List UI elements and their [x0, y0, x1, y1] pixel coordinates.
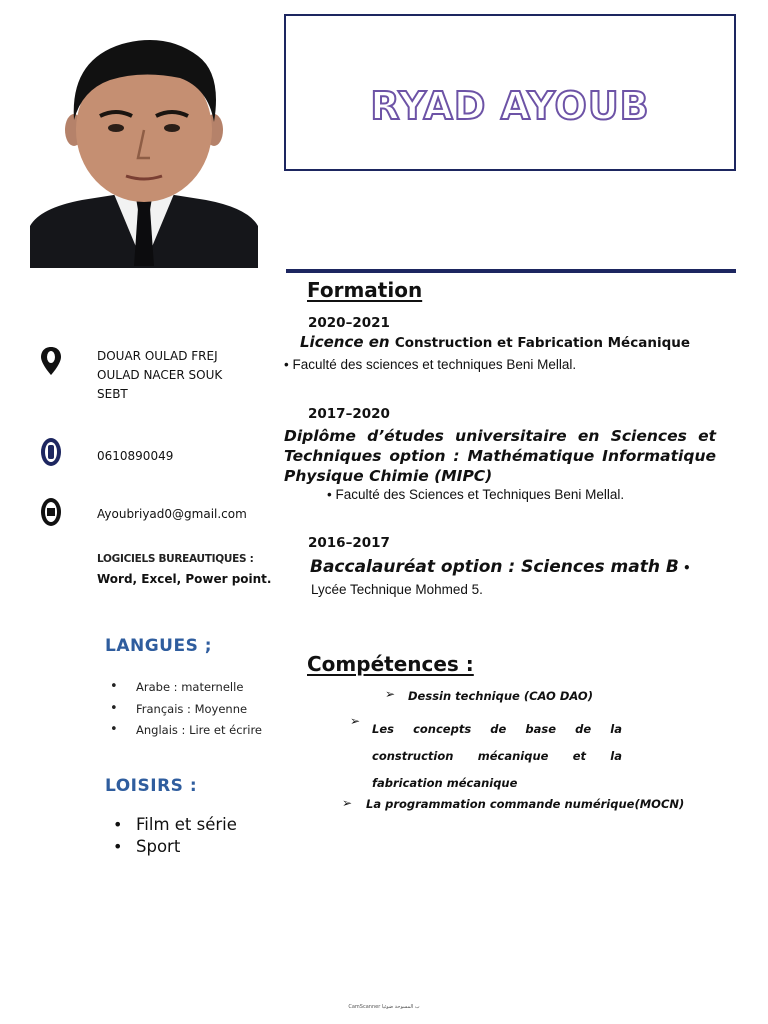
candidate-name: RYAD AYOUB	[370, 84, 650, 128]
profile-photo-illustration	[30, 30, 258, 268]
software-title: LOGICIELS BUREAUTIQUES :	[97, 553, 254, 565]
formation-degree-1	[300, 333, 690, 351]
competence-item-3: La programmation commande numérique(MOCN)	[366, 797, 685, 811]
arrow-icon: ➢	[342, 796, 353, 810]
address-line-3: SEBT	[97, 387, 128, 401]
bullet: •	[327, 487, 336, 502]
formation-degree-2: Diplôme d’études universitaire en Sciences et Techniques option : Mathématique Informatique Physique Chimie (MIPC)	[284, 427, 716, 485]
hobbies-heading: LOISIRS :	[105, 776, 198, 796]
formation-heading: Formation	[307, 278, 423, 302]
address	[97, 347, 222, 404]
formation-year-3: 2016–2017	[308, 535, 390, 551]
language-item: • Français : Moyenne	[110, 702, 262, 724]
language-item: • Anglais : Lire et écrire	[110, 723, 262, 745]
location-pin-icon	[40, 346, 62, 376]
degree-prefix: Licence en	[300, 333, 390, 351]
competence-item-1: Dessin technique (CAO DAO)	[408, 689, 593, 703]
profile-photo	[30, 30, 258, 268]
degree-text: Baccalauréat option : Sciences math B	[310, 557, 679, 577]
hobbies-list	[113, 815, 237, 859]
bullet: •	[678, 561, 691, 575]
formation-year-1: 2020–2021	[308, 315, 390, 331]
formation-institution-2	[327, 487, 624, 502]
software-list: Word, Excel, Power point.	[97, 572, 272, 586]
scanner-footer: CamScanner ب المسوحة ضوئيا	[348, 1004, 420, 1010]
language-item: • Arabe : maternelle	[110, 680, 262, 702]
address-line-1: DOUAR OULAD FREJ	[97, 349, 218, 363]
formation-degree-3	[310, 557, 691, 577]
hobby-item: • Film et série	[113, 815, 237, 837]
bullet: •	[284, 357, 293, 372]
arrow-icon: ➢	[350, 714, 361, 728]
competences-heading: Compétences :	[307, 652, 474, 676]
competence-item-2: Les concepts de base de la construction mécanique et la fabrication mécanique	[372, 722, 622, 790]
name-box	[284, 14, 736, 171]
header-divider	[286, 269, 736, 273]
institution-name: Faculté des Sciences et Techniques Beni Mellal.	[335, 487, 625, 502]
formation-year-2: 2017–2020	[308, 406, 390, 422]
formation-institution-3: Lycée Technique Mohmed 5.	[311, 582, 483, 597]
hobby-item: • Sport	[113, 837, 237, 859]
email-address: Ayoubriyad0@gmail.com	[97, 507, 247, 521]
degree-rest: Construction et Fabrication Mécanique	[394, 335, 690, 351]
languages-list	[110, 680, 262, 745]
formation-institution-1	[284, 357, 576, 372]
arrow-icon: ➢	[385, 687, 396, 701]
phone-icon	[40, 437, 62, 467]
email-icon	[40, 497, 62, 527]
phone-number: 0610890049	[97, 449, 174, 463]
languages-heading: LANGUES ;	[105, 636, 213, 656]
address-line-2: OULAD NACER SOUK	[97, 368, 223, 382]
institution-name: Faculté des sciences et techniques Beni Mellal.	[292, 357, 577, 372]
